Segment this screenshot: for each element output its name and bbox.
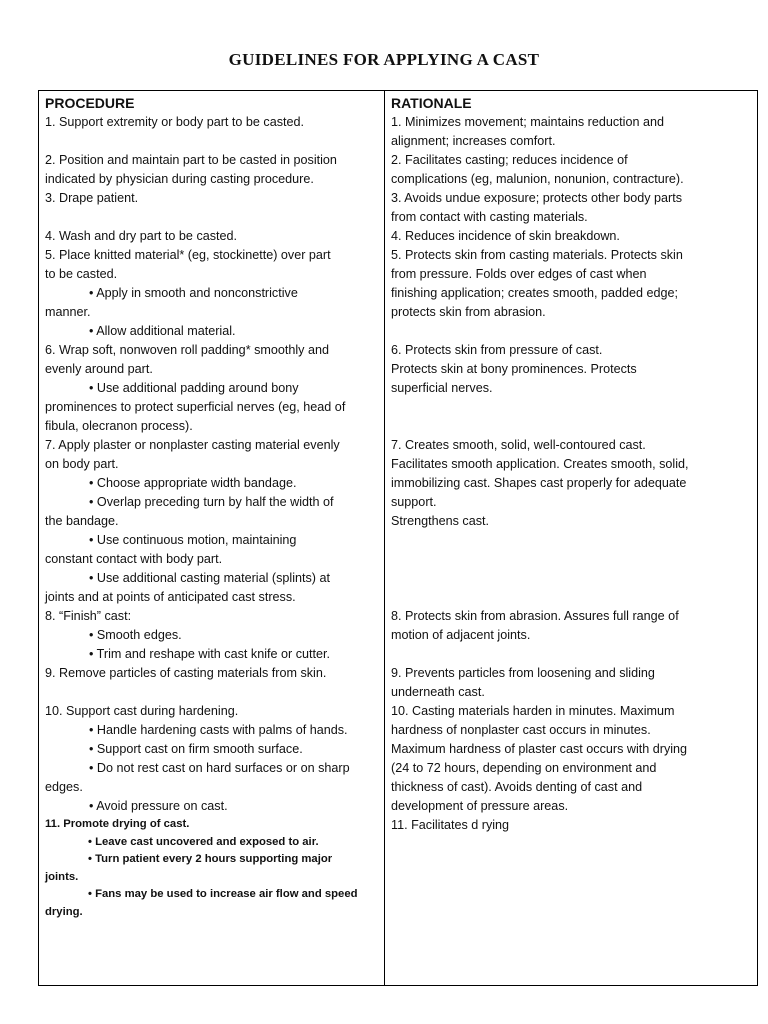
text-line: motion of adjacent joints. <box>391 628 531 642</box>
bullet-line: • Use additional padding around bony <box>89 381 299 395</box>
bullet-line: • Apply in smooth and nonconstrictive <box>89 286 298 300</box>
text-line: Strengthens cast. <box>391 514 490 528</box>
bullet-line: • Choose appropriate width bandage. <box>89 476 297 490</box>
text-line: 9. Remove particles of casting materials from skin. <box>45 666 327 680</box>
text-line: 8. Protects skin from abrasion. Assures full range of <box>391 609 679 623</box>
text-line: 4. Wash and dry part to be casted. <box>45 229 238 243</box>
text-line: 3. Avoids undue exposure; protects other body parts <box>391 191 683 205</box>
text-line: prominences to protect superficial nerves (eg, head of <box>45 400 346 414</box>
blank-line <box>391 550 753 569</box>
bullet-line: • Trim and reshape with cast knife or cutter. <box>89 647 330 661</box>
bullet-line: • Use continuous motion, maintaining <box>89 533 297 547</box>
bullet-line: • Do not rest cast on hard surfaces or on sharp <box>89 761 350 775</box>
bullet-line: • Smooth edges. <box>89 628 182 642</box>
blank-line <box>391 322 753 341</box>
text-line: hardness of nonplaster cast occurs in minutes. <box>391 723 651 737</box>
text-line: Facilitates smooth application. Creates smooth, solid, <box>391 457 689 471</box>
bullet-line: • Support cast on firm smooth surface. <box>89 742 303 756</box>
bullet-line: • Avoid pressure on cast. <box>89 799 228 813</box>
bullet-line: • Leave cast uncovered and exposed to air. <box>88 835 319 848</box>
text-line: thickness of cast). Avoids denting of cast and <box>391 780 643 794</box>
text-line: 11. Promote drying of cast. <box>45 818 190 830</box>
text-line: alignment; increases comfort. <box>391 134 556 148</box>
text-line: 2. Facilitates casting; reduces incidence of <box>391 153 628 167</box>
procedure-list <box>45 113 379 816</box>
column-divider <box>384 91 385 985</box>
text-line: 8. “Finish” cast: <box>45 609 132 623</box>
blank-line <box>391 398 753 417</box>
text-line: Protects skin at bony prominences. Protects <box>391 362 637 376</box>
bullet-line: • Use additional casting material (splints) at <box>89 571 330 585</box>
text-line: 5. Place knitted material* (eg, stockinette) over part <box>45 248 331 262</box>
text-line: 11. Facilitates d rying <box>391 818 510 832</box>
text-line: from contact with casting materials. <box>391 210 588 224</box>
text-line: underneath cast. <box>391 685 485 699</box>
bullet-line: • Fans may be used to increase air flow and speed <box>88 888 358 900</box>
text-line: evenly around part. <box>45 362 153 376</box>
procedure-step-11-list <box>45 816 379 921</box>
bullet-line: • Overlap preceding turn by half the width of <box>89 495 334 509</box>
blank-line <box>391 569 753 588</box>
text-line: (24 to 72 hours, depending on environment and <box>391 761 657 775</box>
rationale-header: RATIONALE <box>391 95 472 111</box>
text-line: complications (eg, malunion, nonunion, contracture). <box>391 172 684 186</box>
text-line: 4. Reduces incidence of skin breakdown. <box>391 229 620 243</box>
blank-line <box>391 645 753 664</box>
procedure-header: PROCEDURE <box>45 95 135 111</box>
rationale-column <box>391 93 753 835</box>
blank-line <box>391 531 753 550</box>
blank-line <box>45 208 379 227</box>
text-line: 10. Support cast during hardening. <box>45 704 239 718</box>
text-line: 6. Wrap soft, nonwoven roll padding* smoothly and <box>45 343 329 357</box>
text-line: 2. Position and maintain part to be casted in position <box>45 153 337 167</box>
blank-line <box>391 588 753 607</box>
text-line: finishing application; creates smooth, padded edge; <box>391 286 679 300</box>
text-line: manner. <box>45 305 91 319</box>
text-line: Maximum hardness of plaster cast occurs with drying <box>391 742 688 756</box>
text-line: support. <box>391 495 437 509</box>
text-line: 7. Apply plaster or nonplaster casting material evenly <box>45 438 340 452</box>
text-line: to be casted. <box>45 267 118 281</box>
text-line: constant contact with body part. <box>45 552 223 566</box>
blank-line <box>45 132 379 151</box>
rationale-list <box>391 113 753 835</box>
text-line: 10. Casting materials harden in minutes. Maximum <box>391 704 675 718</box>
text-line: 5. Protects skin from casting materials. Protects skin <box>391 248 683 262</box>
text-line: indicated by physician during casting procedure. <box>45 172 314 186</box>
text-line: the bandage. <box>45 514 119 528</box>
text-line: 6. Protects skin from pressure of cast. <box>391 343 603 357</box>
bullet-line: • Handle hardening casts with palms of hands. <box>89 723 348 737</box>
text-line: joints and at points of anticipated cast stress. <box>45 590 296 604</box>
procedure-column <box>45 93 379 921</box>
blank-line <box>45 683 379 702</box>
text-line: protects skin from abrasion. <box>391 305 546 319</box>
text-line: superficial nerves. <box>391 381 493 395</box>
text-line: immobilizing cast. Shapes cast properly for adequate <box>391 476 687 490</box>
text-line: development of pressure areas. <box>391 799 569 813</box>
text-line: fibula, olecranon process). <box>45 419 193 433</box>
text-line: from pressure. Folds over edges of cast when <box>391 267 647 281</box>
text-line: edges. <box>45 780 83 794</box>
guidelines-table <box>38 90 758 986</box>
text-line: drying. <box>45 905 83 918</box>
text-line: 1. Support extremity or body part to be casted. <box>45 115 305 129</box>
page-title: GUIDELINES FOR APPLYING A CAST <box>228 50 540 69</box>
bullet-line: • Allow additional material. <box>89 324 236 338</box>
text-line: on body part. <box>45 457 119 471</box>
text-line: joints. <box>45 870 79 883</box>
blank-line <box>391 417 753 436</box>
text-line: 1. Minimizes movement; maintains reduction and <box>391 115 664 129</box>
text-line: 3. Drape patient. <box>45 191 139 205</box>
bullet-line: • Turn patient every 2 hours supporting major <box>88 853 333 865</box>
text-line: 7. Creates smooth, solid, well-contoured cast. <box>391 438 646 452</box>
text-line: 9. Prevents particles from loosening and sliding <box>391 666 655 680</box>
